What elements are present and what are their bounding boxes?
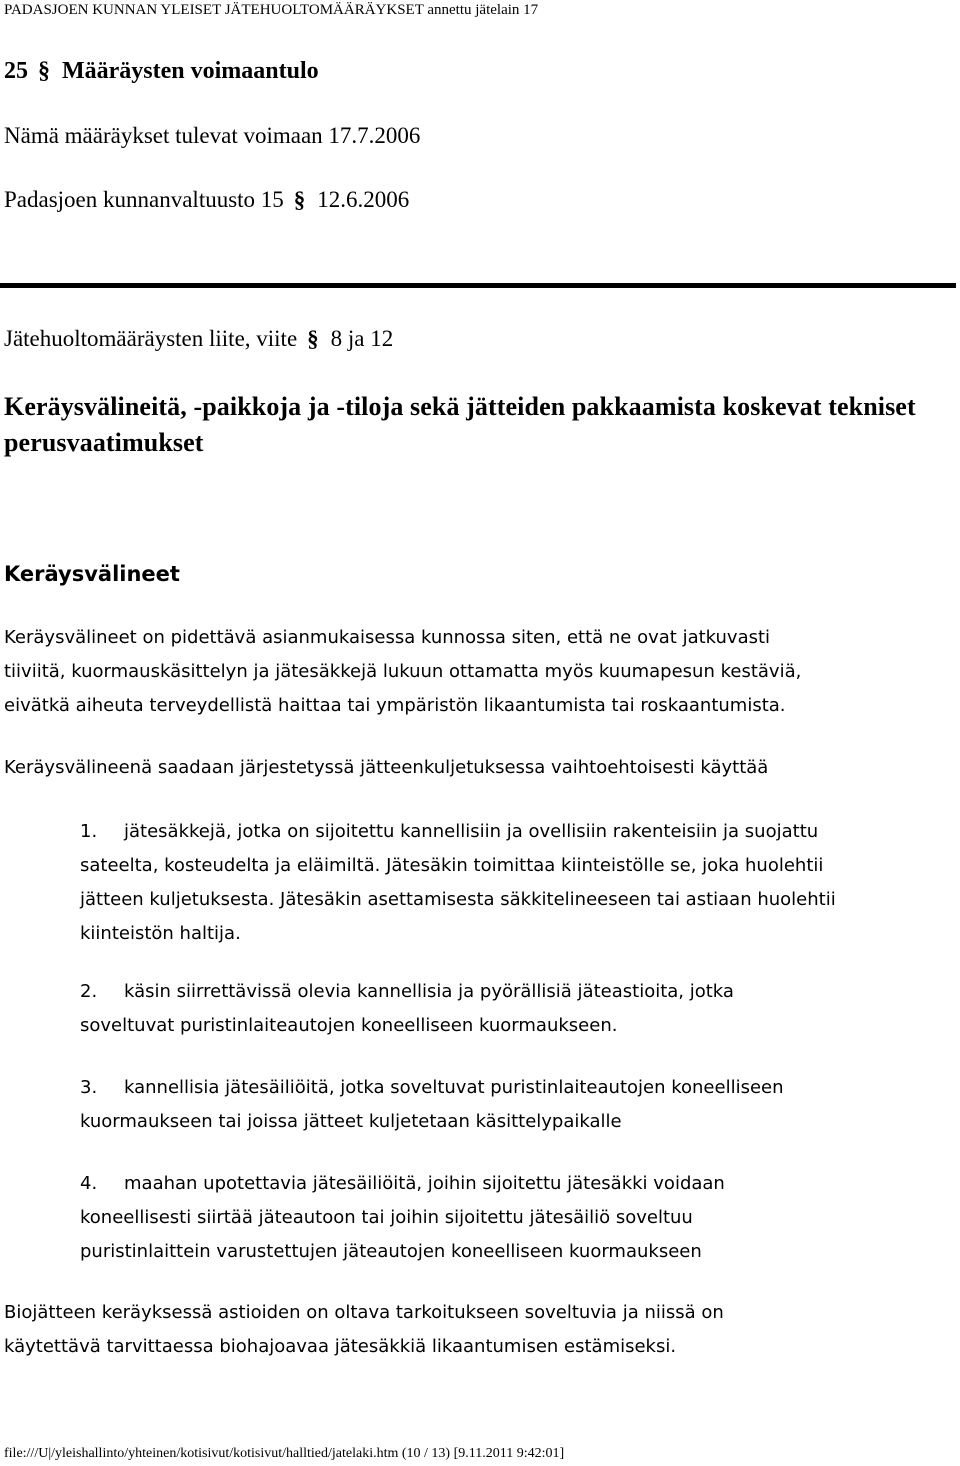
list-item-line: puristinlaittein varustettujen jäteautojen koneelliseen kuormaukseen xyxy=(80,1241,702,1262)
list-item-line: jätesäkkejä, jotka on sijoitettu kannellisiin ja ovellisiin rakenteisiin ja suojattu xyxy=(124,821,819,842)
list-item-line: koneellisesti siirtää jäteautoon tai joihin sijoitettu jätesäiliö soveltuu xyxy=(80,1207,693,1228)
list-item-1 xyxy=(80,815,836,951)
paragraph-1 xyxy=(4,621,801,723)
document-title: Keräysvälineitä, -paikkoja ja -tiloja sekä jätteiden pakkaamista koskevat tekniset perusvaatimukset xyxy=(4,392,916,457)
list-item-number: 2. xyxy=(80,981,98,1002)
list-item-line: kuormaukseen tai joissa jätteet kuljetetaan käsittelypaikalle xyxy=(80,1111,622,1132)
section-heading xyxy=(4,54,319,88)
biowaste-line: Biojätteen keräyksessä astioiden on oltava tarkoitukseen soveltuvia ja niissä on xyxy=(4,1302,724,1323)
biowaste-paragraph xyxy=(4,1296,724,1364)
annex-line xyxy=(4,322,393,356)
subheading: Keräysvälineet xyxy=(4,562,180,586)
section-number: 25 xyxy=(4,58,28,84)
list-item-line: soveltuvat puristinlaiteautojen koneelliseen kuormaukseen. xyxy=(80,1015,618,1036)
council-prefix: Padasjoen kunnanvaltuusto 15 xyxy=(4,187,284,212)
page-footer: file:///U|/yleishallinto/yhteinen/kotisivut/kotisivut/halltied/jatelaki.htm (10 / 13) [9.11.2011 9:42:01] xyxy=(4,1446,565,1461)
annex-prefix: Jätehuoltomääräysten liite, viite xyxy=(4,326,298,351)
section-title: Määräysten voimaantulo xyxy=(62,58,319,84)
list-item-3 xyxy=(80,1071,784,1139)
list-item-2 xyxy=(80,975,734,1043)
council-line xyxy=(4,183,409,217)
list-item-line: kannellisia jätesäiliöitä, jotka soveltuvat puristinlaiteautojen koneelliseen xyxy=(124,1077,784,1098)
list-item-line: sateelta, kosteudelta ja eläimiltä. Jätesäkin toimittaa kiinteistölle se, joka huolehtii xyxy=(80,855,824,876)
horizontal-rule xyxy=(0,283,956,288)
paragraph-1-line: eivätkä aiheuta terveydellistä haittaa tai ympäristön likaantumista tai roskaantumista. xyxy=(4,695,786,716)
biowaste-line: käytettävä tarvittaessa biohajoavaa jätesäkkiä likaantumisen estämiseksi. xyxy=(4,1336,677,1357)
list-item-line: maahan upotettavia jätesäiliöitä, joihin sijoitettu jätesäkki voidaan xyxy=(124,1173,725,1194)
page-header: PADASJOEN KUNNAN YLEISET JÄTEHUOLTOMÄÄRÄYKSET annettu jätelain 17 xyxy=(4,2,539,18)
annex-symbol: § xyxy=(307,326,319,351)
section-symbol: § xyxy=(38,58,50,84)
council-date: 12.6.2006 xyxy=(317,187,410,212)
list-item-4 xyxy=(80,1167,725,1269)
paragraph-1-line: Keräysvälineet on pidettävä asianmukaisessa kunnossa siten, että ne ovat jatkuvasti xyxy=(4,627,771,648)
list-item-line: käsin siirrettävissä olevia kannellisia ja pyörällisiä jäteastioita, jotka xyxy=(124,981,734,1002)
list-item-line: jätteen kuljetuksesta. Jätesäkin asettamisesta säkkitelineeseen tai astiaan huolehtii xyxy=(80,889,836,910)
list-item-number: 3. xyxy=(80,1077,98,1098)
paragraph-2: Keräysvälineenä saadaan järjestetyssä jätteenkuljetuksessa vaihtoehtoisesti käyttää xyxy=(4,757,769,778)
annex-refs: 8 ja 12 xyxy=(330,326,394,351)
effective-date-line: Nämä määräykset tulevat voimaan 17.7.2006 xyxy=(4,123,421,148)
council-symbol: § xyxy=(293,187,306,212)
list-item-number: 1. xyxy=(80,821,98,842)
paragraph-1-line: tiiviitä, kuormauskäsittelyn ja jätesäkkejä lukuun ottamatta myös kuumapesun kestäviä, xyxy=(4,661,802,682)
list-item-number: 4. xyxy=(80,1173,98,1194)
list-item-line: kiinteistön haltija. xyxy=(80,923,241,944)
